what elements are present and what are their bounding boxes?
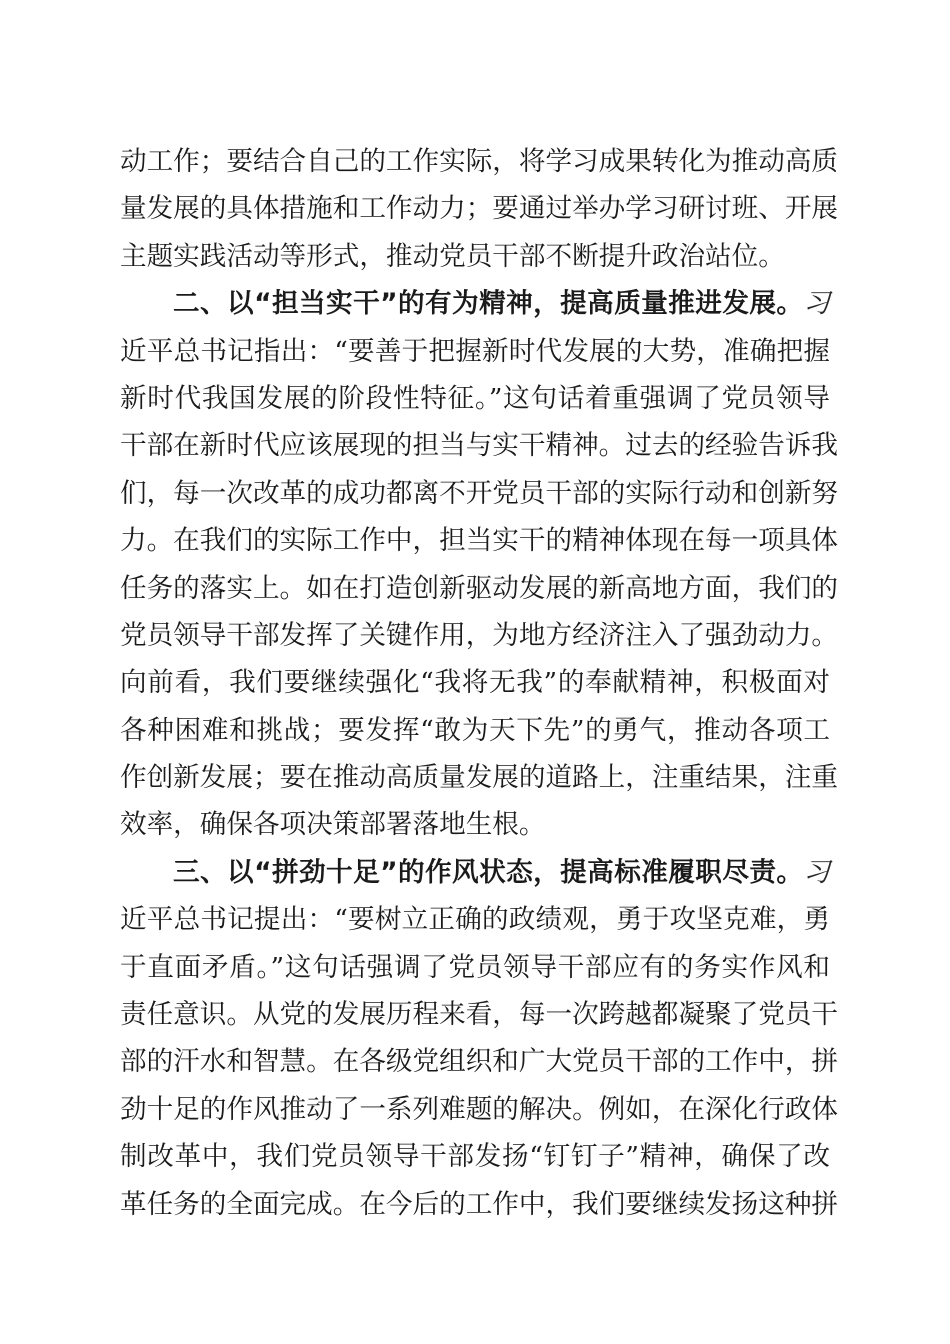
text-line: 干部在新时代应该展现的担当与实干精神。过去的经验告诉我 (120, 430, 839, 462)
text-line: 部的汗水和智慧。在各级党组织和广大党员干部的工作中，拼 (120, 1046, 839, 1078)
section-3-heading: 三、以“拼劲十足”的作风状态，提高标准履职尽责。 (173, 856, 804, 888)
body-text (120, 138, 839, 1228)
section-3-heading-line (120, 849, 830, 896)
text-line: 劲十足的作风推动了一系列难题的解决。例如，在深化行政体 (120, 1093, 839, 1125)
text-line: 近平总书记指出：“要善于把握新时代发展的大势，准确把握 (120, 335, 830, 367)
section-2-heading-tail: 习 (803, 288, 830, 320)
text-line: 向前看，我们要继续强化“我将无我”的奉献精神，积极面对 (120, 667, 830, 699)
text-line: 于直面矛盾。”这句话强调了党员领导干部应有的务实作风和 (120, 951, 830, 983)
text-line: 效率，确保各项决策部署落地生根。 (120, 809, 546, 841)
text-line: 主题实践活动等形式，推动党员干部不断提升政治站位。 (120, 240, 785, 272)
text-line: 近平总书记提出：“要树立正确的政绩观，勇于攻坚克难，勇 (120, 904, 830, 936)
section-2-heading: 二、以“担当实干”的有为精神，提高质量推进发展。 (173, 288, 804, 320)
text-line: 新时代我国发展的阶段性特征。”这句话着重强调了党员领导 (120, 382, 830, 414)
text-line: 革任务的全面完成。在今后的工作中，我们要继续发扬这种拼 (120, 1188, 839, 1220)
text-line: 动工作；要结合自己的工作实际，将学习成果转化为推动高质 (120, 146, 839, 177)
text-line: 作创新发展；要在推动高质量发展的道路上，注重结果，注重 (120, 762, 839, 794)
text-line: 责任意识。从党的发展历程来看，每一次跨越都凝聚了党员干 (120, 999, 839, 1031)
text-line: 量发展的具体措施和工作动力；要通过举办学习研讨班、开展 (120, 193, 839, 225)
text-line: 任务的落实上。如在打造创新驱动发展的新高地方面，我们的 (120, 572, 839, 604)
section-2-heading-line (120, 280, 830, 327)
text-line: 制改革中，我们党员领导干部发扬“钉钉子”精神，确保了改 (120, 1141, 830, 1173)
text-line: 党员领导干部发挥了关键作用，为地方经济注入了强劲动力。 (120, 619, 839, 651)
text-line: 各种困难和挑战；要发挥“敢为天下先”的勇气，推动各项工 (120, 714, 830, 746)
text-line: 力。在我们的实际工作中，担当实干的精神体现在每一项具体 (120, 525, 839, 557)
text-line: 们，每一次改革的成功都离不开党员干部的实际行动和创新努 (120, 477, 839, 509)
section-3-heading-tail: 习 (803, 856, 830, 888)
